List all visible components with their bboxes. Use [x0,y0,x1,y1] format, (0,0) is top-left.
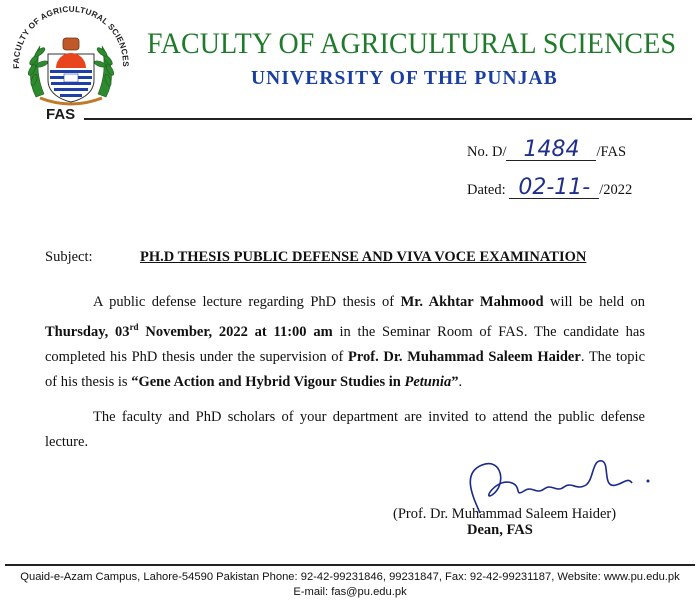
date-prefix: Dated: [467,182,510,198]
faculty-logo [6,2,136,110]
reference-number [467,137,627,162]
signatory-name: (Prof. Dr. Muhammad Saleem Haider) [393,506,617,522]
supervisor-name: Prof. Dr. Muhammad Saleem Haider [347,348,581,365]
logo-ring-text: FACULTY OF AGRICULTURAL SCIENCES [11,4,131,69]
footer-contact: Quaid-e-Azam Campus, Lahore-54590 Pakistan Phone: 92-42-99231846, 99231847, Fax: 92-42-99231187, Website: www.pu.edu.pk [20,571,680,583]
paragraph-text: . [458,373,463,390]
university-subtitle: UNIVERSITY OF THE PUNJAB [251,68,558,89]
paragraph-text: . The topic of his thesis is [45,348,646,390]
thesis-topic-close: ” [451,373,459,390]
handwritten-reference-number: 1484 [506,140,596,161]
defense-datetime: November, 2022 at 11:00 am [138,323,333,340]
footer-email: E-mail: fas@pu.edu.pk [293,586,407,598]
fas-label: FAS [46,106,76,123]
body-paragraph-2: The faculty and PhD scholars of your department are invited to attend the public defense lecture. [45,409,645,450]
handwritten-date: 02-11- [509,178,599,199]
defense-day: Thursday, 03 [45,323,130,340]
paragraph-text: will be held on [543,294,645,310]
reference-number-suffix: /FAS [596,144,627,160]
date-ordinal: rd [129,322,139,332]
faculty-title: FACULTY OF AGRICULTURAL SCIENCES [147,27,677,60]
subject-text: PH.D THESIS PUBLIC DEFENSE AND VIVA VOCE EXAMINATION [140,249,587,265]
thesis-topic: “Gene Action and Hybrid Vigour Studies in [131,373,405,390]
paragraph-text: in the Seminar Room of FAS. The candidate has completed his PhD thesis under the supervision of [45,323,645,365]
footer-divider [5,564,695,566]
reference-number-prefix: No. D/ [467,144,507,160]
candidate-name: Mr. Akhtar Mahmood [400,294,544,310]
subject-label: Subject: [45,249,93,265]
thesis-topic-genus: Petunia [404,373,452,390]
paragraph-text: A public defense lecture regarding PhD thesis of [93,294,401,310]
signatory-title: Dean, FAS [467,522,533,538]
date-suffix: /2022 [599,182,633,198]
header-divider [84,118,692,120]
body-paragraph-1 [45,290,645,395]
reference-date [467,175,633,200]
